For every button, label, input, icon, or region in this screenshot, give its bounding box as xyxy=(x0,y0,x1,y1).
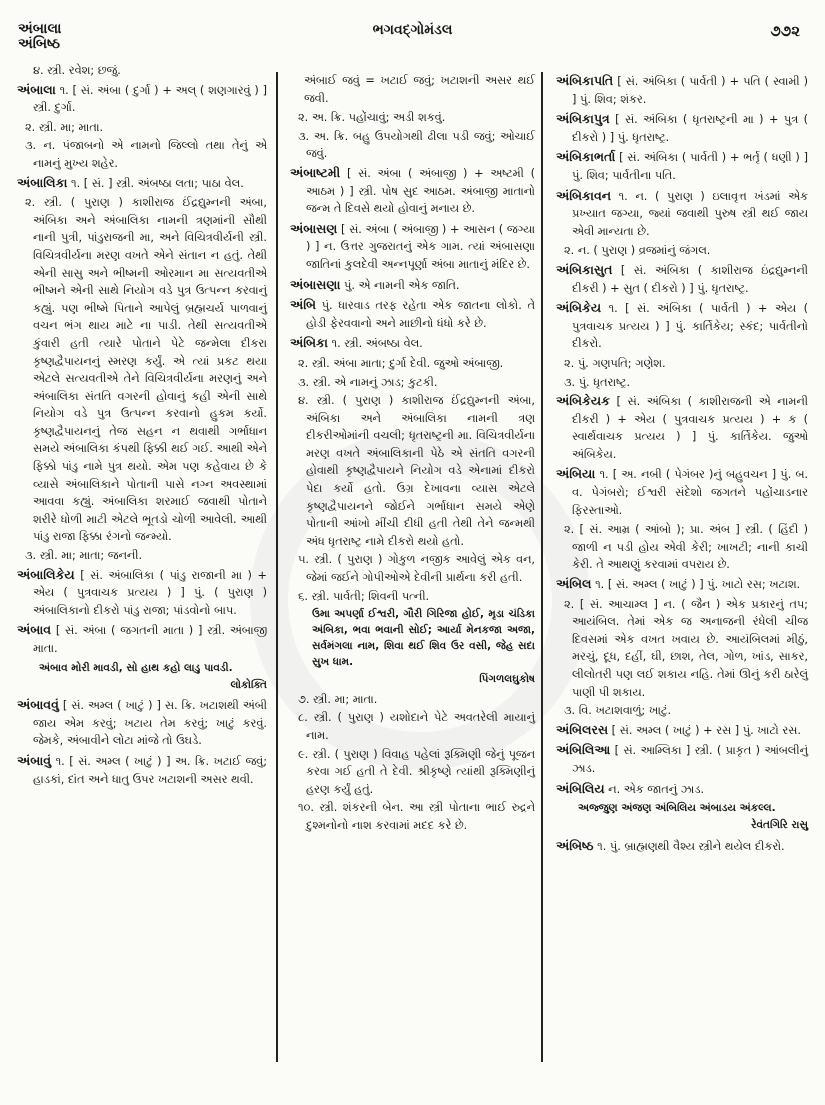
definition: [ સં. આમ્લિકા ] સ્ત્રી. ( પ્રાકૃત ) આંબલીનું ઝાડ. xyxy=(572,744,808,775)
column-2 xyxy=(290,72,535,1072)
headword: અંબાવવું xyxy=(17,697,59,713)
quotation-source: રેવંતગિરિ રાસુ xyxy=(751,819,808,832)
definition: ૧. [ સં. ] સ્ત્રી. અંબષ્ઠા લતા; પાઠા વેલ. xyxy=(67,176,244,190)
running-title: ભગવદ્ગોમંડલ xyxy=(372,22,453,38)
guide-word-last: અંબિષ્ઠ xyxy=(18,36,61,52)
headword: અંબાસણા xyxy=(290,276,341,292)
headword: અંબિલ xyxy=(556,576,592,592)
definition: [ સં. અંબિકા ( ધૃતરાષ્ટ્રની મા ) + પુત્ર ( દીકરો ) ] પું. ધૃતરાષ્ટ્ર. xyxy=(572,113,808,144)
definition: [ સં. અંબિકા ( પાર્વતી ) + પતિ ( સ્વામી ) ] પું. શિવ; શંકર. xyxy=(572,75,808,106)
dictionary-entry xyxy=(556,261,808,297)
definition: ન. એક જાતનું ઝાડ. xyxy=(604,782,705,796)
sense-definition: ૩. વિ. ખટાશવાળું; ખાટું. xyxy=(564,704,672,718)
definition: [ સં. અંબાલિકા ( પાંડુ રાજાની મા ) + એય ( પુત્રવાચક પ્રત્યય ) ] પું. ( પુરાણ ) અંબાલિકાનો દીકરો પાંડુ રાજા; પાંડવોનો બાપ. xyxy=(33,568,267,617)
headword: અંબાલિકા xyxy=(17,174,68,190)
sense-definition: ૨. અ. ક્રિ. પહોંચાવું; અડી શકવું. xyxy=(298,111,446,125)
definition: [ સં. અમ્લ ( ખાટું ) + રસ ] પું. ખાટો રસ. xyxy=(608,723,801,737)
quotation: અંબાવ મોરી માવડી, સો હાથ કહો લાડુ પાવડી. xyxy=(39,661,233,674)
headword: અંબિકાપુત્ર xyxy=(556,111,610,127)
headword: અંબિકાવન xyxy=(556,187,612,203)
dictionary-entry xyxy=(290,220,535,274)
dictionary-entry xyxy=(17,174,267,193)
dictionary-entry xyxy=(17,81,267,117)
column-divider xyxy=(541,72,543,1062)
dictionary-entry xyxy=(17,621,267,657)
page-number: ૭૭૨ xyxy=(770,22,800,40)
dictionary-entry xyxy=(556,741,808,777)
headword: અંબિલિય xyxy=(556,780,605,796)
column-divider xyxy=(276,72,278,1062)
dictionary-entry xyxy=(290,276,535,295)
definition: ૧. ન. ( પુરાણ ) ઇલાવૃત્ત ખંડમાં એક પ્રખ્યાત જગ્યા, જ્યાં જવાથી પુરુષ સ્ત્રી થઈ જાય એવી માન્યતા છે. xyxy=(572,189,808,238)
headword: અંબાલિકેય xyxy=(17,566,75,582)
sense-definition: ૩. પું. ધૃતરાષ્ટ્ર. xyxy=(564,375,631,389)
definition: ૧. પું. બ્રાહ્મણથી વૈશ્ય સ્ત્રીને થયેલ દીકરો. xyxy=(593,839,785,853)
dictionary-entry xyxy=(556,465,808,519)
headword: અંબિકેયક xyxy=(556,393,610,409)
definition: [ સં. અમ્લ ( ખાટું ) ] સ. ક્રિ. ખટાશથી અંબી જાય એમ કરવું; ખટાય તેમ કરવું; ખાટું કરવું. જેમકે, અંબાવીને લોટા માંજે તો ઉઘડે. xyxy=(33,699,267,748)
headword: અંબાસણ xyxy=(290,220,338,236)
headword: અંબિકાસુત xyxy=(556,261,613,277)
definition: [ સં. અંબિકા ( કાશીરાજ ઇંદ્રદ્યુમ્નની દીકરી ) + સુત ( દીકરો ) ] પું. ધૃતરાષ્ટ્ર. xyxy=(572,263,808,295)
dictionary-entry xyxy=(556,721,808,740)
column-3 xyxy=(556,72,808,1072)
headword: અંબિકાપતિ xyxy=(556,73,614,88)
sense-definition: ૧૦. સ્ત્રી. શંકરની બેન. આ સ્ત્રી પોતાના ભાઈ રુદ્રને દુશ્મનોનો નાશ કરવામાં મદદ કરે છે. xyxy=(298,801,535,832)
dictionary-entry xyxy=(556,299,808,353)
definition: ૧. સ્ત્રી. અંબષ્ઠા વેલ. xyxy=(327,337,423,351)
dictionary-entry xyxy=(556,148,808,184)
headword: અંબિકા xyxy=(290,335,328,351)
headword: અંબિકેય xyxy=(556,300,602,316)
dictionary-entry xyxy=(556,110,808,146)
headword: અંબિષ્ઠ xyxy=(556,837,594,853)
definition: [ સં. અંબા ( અંબાજી ) + આસન ( જગ્યા ) ] ન. ઉત્તર ગુજરાતનું એક ગામ. ત્યાં અંબાસણા જાતિનાં કુલદેવી અન્નપૂર્ણા અંબા માતાનું મંદિર છે. xyxy=(306,222,535,271)
page-header xyxy=(0,20,825,60)
quotation-source: લોકોક્તિ xyxy=(230,678,267,691)
dictionary-entry xyxy=(17,696,267,750)
headword: અંબિ xyxy=(290,297,317,313)
headword: અંબાલા xyxy=(17,81,56,97)
dictionary-entry xyxy=(290,164,535,218)
sense-definition: ૨. સ્ત્રી. મા; માતા. xyxy=(25,120,104,134)
definition: ૧. [ અ. નબી ( પેગંબર )નું બહુવચન ] પું. બ. વ. પેગંબરો; ઈશ્વરી સંદેશો જગતને પહોંચાડનાર ફિરસ્તાઓ. xyxy=(572,468,808,517)
definition: [ સં. અંબા ( અંબાજી ) + અષ્ટમી ( આઠમ ) ] સ્ત્રી. પોષ સુદ આઠમ. અંબાજી માતાનો જન્મ તે દિવસે થયો હોવાનું મનાય છે. xyxy=(306,166,535,216)
dictionary-entry xyxy=(556,72,808,108)
quotation: ઉમા અપર્ણા ઈશ્વરી, ગૌરી ગિરિજા હોઈ, મૃડા ચંડિકા અંબિકા, ભવા ભવાની સોઈ; આર્યા મેનકજા અજા, સર્વમંગલા નામ, શિવા થઈ શિવ ઉર વસી, જેહ સદા સુખ ધામ. xyxy=(312,608,535,669)
column-1 xyxy=(17,62,267,1072)
dictionary-entry xyxy=(290,334,535,353)
sense-definition: ૭. સ્ત્રી. મા; માતા. xyxy=(298,692,378,706)
definition: ૧. [ સં. અમ્લ ( ખાટું ) ] પું. ખાટો રસ; ખટાશ. xyxy=(591,578,801,592)
definition: ૧. [ સં. અમ્લ ( ખાટું ) ] અ. ક્રિ. ખટાઈ જવું; હાડકાં, દાંત અને ધાતુ ઉપર ખટાશની અસર થવી. xyxy=(33,754,267,786)
sense-definition: ૨. ન. ( પુરાણ ) વ્રજમાંનું જંગલ. xyxy=(564,244,711,258)
sense-definition: ૪. સ્ત્રી. ( પુરાણ ) કાશીરાજ ઈંદ્રદ્યુમ્નની અંબા, અંબિકા અને અંબાલિકા નામની ત્રણ દીકરીઓમાંની વચલી; ધૃતરાષ્ટ્રની મા. વિચિત્રવીર્યના મરણ વખતે અંબાલિકાની પેઠે એ સંતતિ વગરની હોવાથી કૃષ્ણદ્વૈપાયને નિયોગ વડે એનામાં દીકરો પેદા કર્યો હતો. ઉગ્ર દેખાવના વ્યાસ એટલે કૃષ્ણદ્વૈપાયનને જોઈને ગર્ભાધાન સમયે એણે પોતાની આંખો મીંચી દીધી હતી તેથી તેને જન્મથી અંધ ધૃતરાષ્ટ્ર નામે દીકરો થયો હતો. xyxy=(298,394,535,548)
dictionary-entry xyxy=(556,187,808,241)
dictionary-entry xyxy=(290,296,535,332)
definition: [ સં. અંબા ( જગતની માતા ) ] સ્ત્રી. અંબાજી માતા. xyxy=(33,624,267,655)
dictionary-columns xyxy=(0,62,825,1072)
sense-definition: ૫. સ્ત્રી. ( પુરાણ ) ગોકુળ નજીક આવેલું એક વન, જેમાં જઈને ગોપીઓએ દેવીની પ્રાર્થના કરી હતી. xyxy=(298,553,535,585)
quotation: અજ્જુણ અંજણ અંબિલિય અંબાડય અંકલ્લ. xyxy=(578,802,776,815)
headword: અંબિલિઆ xyxy=(556,742,611,758)
guide-word-first: અંબાલા xyxy=(18,21,62,37)
sense-definition: ૨. સ્ત્રી. અંબા માતા; દુર્ગા દેવી. જુઓ અંબાજી. xyxy=(298,356,504,370)
headword: અંબિલરસ xyxy=(556,721,609,737)
headword: અંબાવું xyxy=(17,752,52,768)
sense-definition: ૩. અ. ક્રિ. બહુ ઉપયોગથી ઢીલા પડી જવું; ઓચાઈ જવું. xyxy=(298,129,535,161)
definition: [ સં. અંબિકા ( પાર્વતી ) + ભર્તૃ ( ધણી ) ] પું. શિવ; પાર્વતીના પતિ. xyxy=(572,151,808,182)
sense-definition: ૮. સ્ત્રી. ( પુરાણ ) યશોદાને પેટે અવતરેલી માયાનું નામ. xyxy=(298,711,535,742)
dictionary-entry xyxy=(556,780,808,799)
dictionary-entry xyxy=(556,392,808,463)
quotation-source: પિંગળલઘુકોષ xyxy=(479,673,535,686)
dictionary-entry xyxy=(17,752,267,788)
headword: અંબિયા xyxy=(556,466,596,482)
sense-definition: ૩. સ્ત્રી. મા; માતા; જનની. xyxy=(25,549,143,563)
headword: અંબિકાભર્તા xyxy=(556,149,616,165)
sense-definition: ૨. [ સં. આચામ્લ ] ન. ( જૈન ) એક પ્રકારનું તપ; આયંબિલ. તેમાં એક જ અનાજની રંધેલી ચીજ દિવસમાં એક વખત ખવાય છે. આયંબિલમાં મીઠું, મરચું, દૂધ, દહીં, ઘી, છાશ, તેલ, ગોળ, ખાંડ, સાકર, લીલોતરી પણ લઈ શકાય નહિ. તેમાં ઊનું કરી ઠારેલું પાણી પી શકાય. xyxy=(564,597,808,699)
dictionary-entry xyxy=(556,575,808,594)
sense-definition: ૨. સ્ત્રી. ( પુરાણ ) કાશીરાજ ઈંદ્રદ્યુમ્નની અંબા, અંબિકા અને અંબાલિકા નામની ત્રણમાંની સૌથી નાની પુત્રી, પાંડુરાજની મા, અને વિચિત્રવીર્યની સ્ત્રી. વિચિત્રવીર્યના મરણ વખતે એને સંતાન ન હતું. તેથી એની સાસુ અને ભીષ્મની ઓરમાન મા સત્યવતીએ ભીષ્મને એની સાથે નિયોગ વડે પુત્ર ઉત્પન્ન કરવાનું કહ્યું. પણ ભીષ્મે પિતાને આપેલું બ્રહ્મચર્ય પાળવાનું વચન ભંગ થાય માટે ના પાડી. તેથી સત્યવતીએ કુંવારી હતી ત્યારે પોતાને પેટે જન્મેલા દીકરા કૃષ્ણદ્વૈપાયનનું સ્મરણ કર્યું. એ ત્યાં પ્રકટ થયા એટલે સત્યવતીએ તેને વિચિત્રવીર્યના મરણનું અને અંબાલિકા સંતતિ વગરની હોવાનું કહી એની સાથે નિયોગ વડે પુત્ર ઉત્પન્ન કરવાનો હુકમ કર્યો. કૃષ્ણદ્વૈપાયનનું તેજ સહન ન થવાથી ગર્ભાધાન સમયે અંબાલિકા કંપથી ફિક્કી થઈ ગઈ. આથી એને ફિક્કો પાંડુ નામે પુત્ર થયો. એમ પણ કહેવાય છે કે વ્યાસે અંબાલિકાને પોતાની પાસે નગ્ન અવસ્થામાં આવવા કહ્યું. અંબાલિકા શરમાઈ જવાથી પોતાને શરીરે ધોળી માટી એટલે ભૂતડો ચોળી આવેલી. આથી પાંડુ રાજા ફિક્કા રંગનો જન્મ્યો. xyxy=(25,196,267,544)
definition: પું. ધારવાડ તરફ રહેતા એક જાતના લોકો. તે હોડી ફેરવવાનો અને માછીનો ધંધો કરે છે. xyxy=(306,299,535,330)
definition: પું. એ નામની એક જાતિ. xyxy=(340,278,460,292)
definition: ૧. [ સં. અંબા ( દુર્ગા ) + અલ્ ( શણગારવું ) ] સ્ત્રી. દુર્ગા. xyxy=(33,83,267,115)
dictionary-entry xyxy=(17,566,267,620)
sense-definition: ૨. પું. ગણપતિ; ગણેશ. xyxy=(564,356,666,370)
headword: અંબાવ xyxy=(17,622,52,638)
sense-definition: ૬. સ્ત્રી. પાર્વતી; શિવની પત્ની. xyxy=(298,589,430,603)
definition: [ સં. અંબિકા ( કાશીરાજની એ નામની દીકરી ) + એય ( પુત્રવાચક પ્રત્યય ) + ક ( સ્વાર્થવાચક પ્રત્યય ) ] પું. કાર્તિકેય. જુઓ અંબિકેય. xyxy=(572,395,808,461)
sense-definition: ૯. સ્ત્રી. ( પુરાણ ) વિવાહ પહેલાં રૂક્મિણી જેનું પૂજન કરવા ગઈ હતી તે દેવી. શ્રીકૃષ્ણે ત્યાંથી રૂક્મિણીનું હરણ કર્યું હતું. xyxy=(298,747,535,796)
continued-definition: ૪. સ્ત્રી. રવેશ; છજું. xyxy=(33,64,121,77)
sense-definition: ૩. સ્ત્રી. એ નામનું ઝાડ; કુટકી. xyxy=(298,375,438,389)
continued-definition: અંબાઈ જવું = ખટાઈ જવું; ખટાશની અસર થઈ જવી. xyxy=(304,74,535,105)
sense-definition: ૨. [ સં. આમ્ર ( આંબો ); પ્રા. અંબ ] સ્ત્રી. ( હિંદી ) જાળી ન પડી હોય એવી કેરી; ખાખટી; નાની કાચી કેરી. તે આથણું કરવામાં વપરાય છે. xyxy=(564,523,808,572)
sense-definition: ૩. ન. પંજાબનો એ નામનો જિલ્લો તથા તેનું એ નામનું મુખ્ય શહેર. xyxy=(25,139,267,170)
definition: ૧. [ સં. અંબિકા ( પાર્વતી ) + એય ( પુત્રવાચક પ્રત્યય ) ] પું. કાર્તિકેય; સ્કંદ; પાર્વતીનો દીકરો. xyxy=(572,302,808,351)
headword: અંબાષ્ટમી xyxy=(290,164,341,180)
dictionary-entry xyxy=(556,837,808,856)
